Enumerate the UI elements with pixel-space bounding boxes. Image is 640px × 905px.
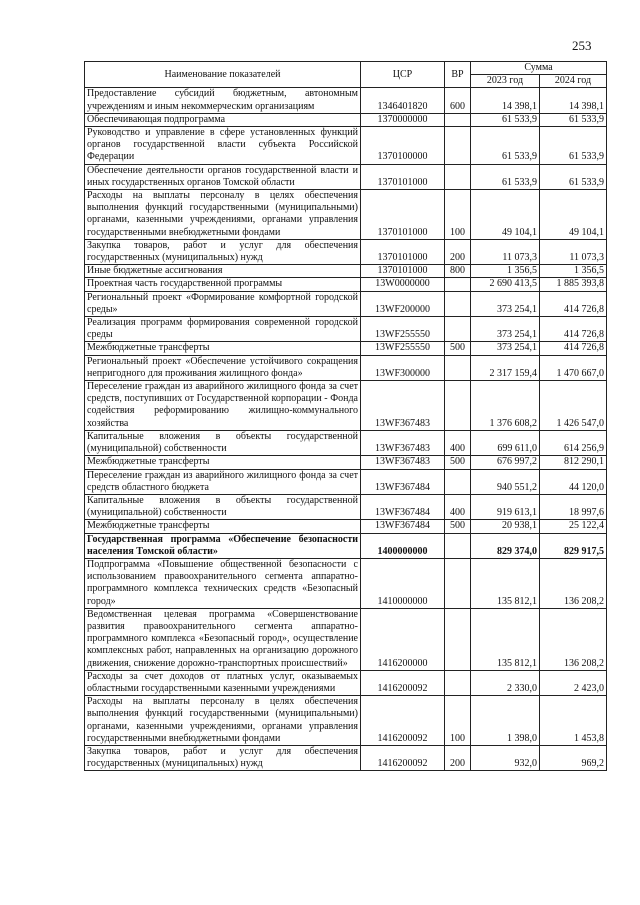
row-csr: 1416200000 — [361, 608, 445, 670]
row-sum-2024: 829 917,5 — [540, 533, 607, 558]
row-vr: 800 — [445, 265, 471, 278]
row-csr: 1400000000 — [361, 533, 445, 558]
row-sum-2024: 614 256,9 — [540, 430, 607, 455]
table-row — [85, 265, 607, 278]
row-csr: 1416200092 — [361, 670, 445, 695]
table-row — [85, 430, 607, 455]
header-csr: ЦСР — [361, 62, 445, 88]
row-csr: 13WF367484 — [361, 494, 445, 519]
table-row — [85, 608, 607, 670]
row-name: Расходы за счет доходов от платных услуг, оказываемых областными государственными казенными учреждениями — [85, 670, 361, 695]
row-vr — [445, 608, 471, 670]
row-sum-2023: 61 533,9 — [471, 127, 540, 165]
row-vr: 100 — [445, 190, 471, 240]
row-sum-2024: 49 104,1 — [540, 190, 607, 240]
table-row — [85, 533, 607, 558]
row-name: Руководство и управление в сфере установленных функций органов государственной власти субъекта Российской Федерации — [85, 127, 361, 165]
table-row — [85, 456, 607, 469]
row-name: Региональный проект «Обеспечение устойчивого сокращения непригодного для проживания жилищного фонда» — [85, 355, 361, 380]
row-csr: 1370100000 — [361, 127, 445, 165]
row-csr: 1416200092 — [361, 696, 445, 746]
table-row — [85, 190, 607, 240]
row-csr: 1410000000 — [361, 558, 445, 608]
row-vr: 200 — [445, 745, 471, 770]
table-row — [85, 127, 607, 165]
row-name: Расходы на выплаты персоналу в целях обеспечения выполнения функций государственными (муниципальными) органами, казенными учреждениями, органами управления государственными внебюджетными фондами — [85, 190, 361, 240]
row-csr: 13WF255550 — [361, 342, 445, 355]
row-sum-2023: 2 690 413,5 — [471, 278, 540, 291]
row-vr — [445, 127, 471, 165]
row-csr: 1370101000 — [361, 164, 445, 189]
row-csr: 1416200092 — [361, 745, 445, 770]
row-name: Межбюджетные трансферты — [85, 342, 361, 355]
row-name: Капитальные вложения в объекты государственной (муниципальной) собственности — [85, 494, 361, 519]
row-vr: 500 — [445, 456, 471, 469]
row-sum-2024: 44 120,0 — [540, 469, 607, 494]
row-name: Закупка товаров, работ и услуг для обеспечения государственных (муниципальных) нужд — [85, 745, 361, 770]
table-row — [85, 520, 607, 533]
row-sum-2024: 14 398,1 — [540, 88, 607, 113]
row-name: Обеспечивающая подпрограмма — [85, 113, 361, 126]
row-vr: 500 — [445, 520, 471, 533]
row-sum-2024: 812 290,1 — [540, 456, 607, 469]
row-name: Переселение граждан из аварийного жилищного фонда за счет средств, поступивших от Государственной корпорации - Фонда содействия реформированию жилищно-коммунального хозяйства — [85, 381, 361, 431]
row-sum-2024: 414 726,8 — [540, 317, 607, 342]
row-name: Переселение граждан из аварийного жилищного фонда за счет средств областного бюджета — [85, 469, 361, 494]
table-row — [85, 745, 607, 770]
row-sum-2023: 373 254,1 — [471, 342, 540, 355]
row-name: Реализация программ формирования современной городской среды — [85, 317, 361, 342]
row-name: Капитальные вложения в объекты государственной (муниципальной) собственности — [85, 430, 361, 455]
row-name: Подпрограмма «Повышение общественной безопасности с использованием правоохранительного сегмента аппаратно-программного комплекса технических средств «Безопасный город» — [85, 558, 361, 608]
table-body — [85, 88, 607, 771]
row-vr — [445, 355, 471, 380]
header-vr: ВР — [445, 62, 471, 88]
budget-table — [84, 61, 607, 771]
row-vr — [445, 381, 471, 431]
row-csr: 13W0000000 — [361, 278, 445, 291]
row-name: Закупка товаров, работ и услуг для обеспечения государственных (муниципальных) нужд — [85, 239, 361, 264]
row-sum-2024: 11 073,3 — [540, 239, 607, 264]
row-sum-2023: 932,0 — [471, 745, 540, 770]
row-csr: 13WF367483 — [361, 430, 445, 455]
row-vr — [445, 533, 471, 558]
row-sum-2023: 1 376 608,2 — [471, 381, 540, 431]
row-sum-2023: 61 533,9 — [471, 164, 540, 189]
row-sum-2024: 1 470 667,0 — [540, 355, 607, 380]
row-sum-2024: 61 533,9 — [540, 113, 607, 126]
table-row — [85, 342, 607, 355]
table-row — [85, 381, 607, 431]
table-row — [85, 670, 607, 695]
row-csr: 13WF367483 — [361, 456, 445, 469]
row-csr: 13WF255550 — [361, 317, 445, 342]
row-sum-2023: 1 356,5 — [471, 265, 540, 278]
row-sum-2023: 61 533,9 — [471, 113, 540, 126]
row-sum-2024: 61 533,9 — [540, 127, 607, 165]
row-csr: 13WF367483 — [361, 381, 445, 431]
table-row — [85, 278, 607, 291]
row-name: Межбюджетные трансферты — [85, 520, 361, 533]
row-vr — [445, 469, 471, 494]
row-sum-2023: 699 611,0 — [471, 430, 540, 455]
row-sum-2023: 373 254,1 — [471, 291, 540, 316]
row-sum-2024: 25 122,4 — [540, 520, 607, 533]
row-sum-2023: 135 812,1 — [471, 608, 540, 670]
row-vr — [445, 317, 471, 342]
row-sum-2024: 1 453,8 — [540, 696, 607, 746]
row-name: Ведомственная целевая программа «Совершенствование развития правоохранительного сегмента аппаратно-программного комплекса «Безопасный город», осуществление комплексных работ, направленных на организацию дорожного движения, снижение дорожно-транспортных происшествий» — [85, 608, 361, 670]
row-csr: 13WF367484 — [361, 469, 445, 494]
row-name: Обеспечение деятельности органов государственной власти и иных государственных органов Томской области — [85, 164, 361, 189]
row-vr: 200 — [445, 239, 471, 264]
row-vr: 400 — [445, 494, 471, 519]
header-sum: Сумма — [471, 62, 607, 75]
table-row — [85, 291, 607, 316]
row-sum-2024: 1 356,5 — [540, 265, 607, 278]
row-sum-2023: 2 330,0 — [471, 670, 540, 695]
table-row — [85, 494, 607, 519]
table-row — [85, 113, 607, 126]
row-name: Региональный проект «Формирование комфортной городской среды» — [85, 291, 361, 316]
table-row — [85, 696, 607, 746]
row-sum-2024: 969,2 — [540, 745, 607, 770]
row-sum-2024: 414 726,8 — [540, 291, 607, 316]
row-csr: 1370000000 — [361, 113, 445, 126]
row-name: Иные бюджетные ассигнования — [85, 265, 361, 278]
row-sum-2023: 940 551,2 — [471, 469, 540, 494]
table-row — [85, 317, 607, 342]
row-sum-2024: 136 208,2 — [540, 608, 607, 670]
row-sum-2023: 919 613,1 — [471, 494, 540, 519]
row-vr: 400 — [445, 430, 471, 455]
row-csr: 13WF300000 — [361, 355, 445, 380]
row-sum-2023: 829 374,0 — [471, 533, 540, 558]
row-csr: 1370101000 — [361, 239, 445, 264]
row-name: Проектная часть государственной программы — [85, 278, 361, 291]
row-sum-2024: 18 997,6 — [540, 494, 607, 519]
row-sum-2023: 135 812,1 — [471, 558, 540, 608]
row-vr: 100 — [445, 696, 471, 746]
row-vr — [445, 291, 471, 316]
row-name: Государственная программа «Обеспечение безопасности населения Томской области» — [85, 533, 361, 558]
row-sum-2023: 14 398,1 — [471, 88, 540, 113]
row-sum-2024: 2 423,0 — [540, 670, 607, 695]
row-name: Расходы на выплаты персоналу в целях обеспечения выполнения функций государственными (муниципальными) органами, казенными учреждениями, органами управления государственными внебюджетными фондами — [85, 696, 361, 746]
row-csr: 13WF200000 — [361, 291, 445, 316]
row-csr: 13WF367484 — [361, 520, 445, 533]
header-year-2023: 2023 год — [471, 75, 540, 88]
page-number: 253 — [572, 38, 592, 53]
row-vr — [445, 278, 471, 291]
row-sum-2024: 61 533,9 — [540, 164, 607, 189]
row-sum-2024: 414 726,8 — [540, 342, 607, 355]
table-row — [85, 469, 607, 494]
row-csr: 1370101000 — [361, 190, 445, 240]
row-sum-2023: 676 997,2 — [471, 456, 540, 469]
row-sum-2023: 20 938,1 — [471, 520, 540, 533]
row-sum-2023: 2 317 159,4 — [471, 355, 540, 380]
row-sum-2024: 1 426 547,0 — [540, 381, 607, 431]
row-sum-2024: 1 885 393,8 — [540, 278, 607, 291]
table-row — [85, 88, 607, 113]
table-row — [85, 239, 607, 264]
row-sum-2023: 1 398,0 — [471, 696, 540, 746]
row-csr: 1346401820 — [361, 88, 445, 113]
row-vr — [445, 558, 471, 608]
row-vr — [445, 113, 471, 126]
row-sum-2023: 11 073,3 — [471, 239, 540, 264]
header-year-2024: 2024 год — [540, 75, 607, 88]
row-vr: 500 — [445, 342, 471, 355]
row-sum-2023: 373 254,1 — [471, 317, 540, 342]
row-vr: 600 — [445, 88, 471, 113]
row-vr — [445, 164, 471, 189]
header-name: Наименование показателей — [85, 62, 361, 88]
table-row — [85, 164, 607, 189]
table-row — [85, 558, 607, 608]
row-name: Межбюджетные трансферты — [85, 456, 361, 469]
row-sum-2023: 49 104,1 — [471, 190, 540, 240]
row-sum-2024: 136 208,2 — [540, 558, 607, 608]
row-csr: 1370101000 — [361, 265, 445, 278]
table-row — [85, 355, 607, 380]
row-name: Предоставление субсидий бюджетным, автономным учреждениям и иным некоммерческим организациям — [85, 88, 361, 113]
row-vr — [445, 670, 471, 695]
